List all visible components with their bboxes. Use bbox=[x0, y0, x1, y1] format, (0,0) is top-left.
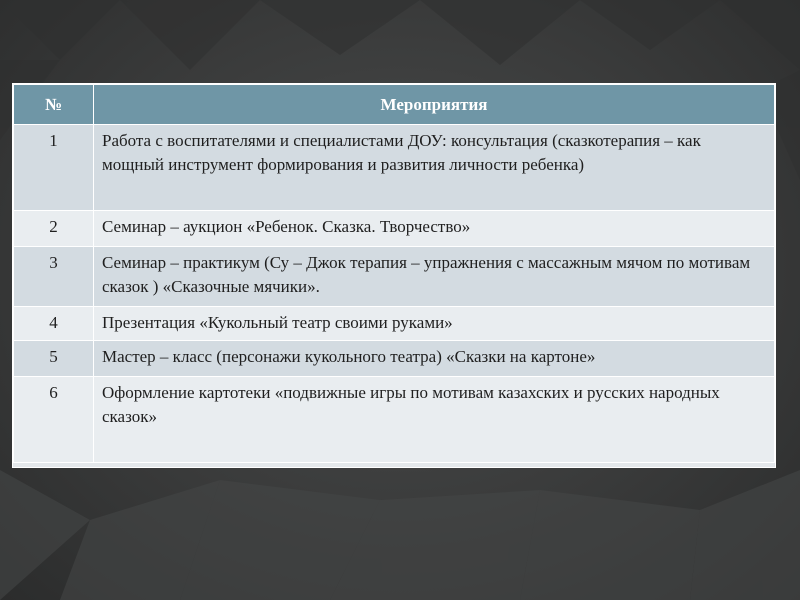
table-row bbox=[14, 307, 775, 341]
row-number: 2 bbox=[14, 211, 94, 247]
row-number: 6 bbox=[14, 377, 94, 463]
row-event-text: Работа с воспитателями и специалистами ДОУ: консультация (сказкотерапия – как мощный инструмент формирования и развития личности ребенка) bbox=[94, 125, 775, 211]
row-number: 5 bbox=[14, 341, 94, 377]
events-table-frame bbox=[12, 83, 776, 468]
row-number: 1 bbox=[14, 125, 94, 211]
row-event-text: Мастер – класс (персонажи кукольного театра) «Сказки на картоне» bbox=[94, 341, 775, 377]
table-row bbox=[14, 211, 775, 247]
table-row bbox=[14, 125, 775, 211]
events-table bbox=[13, 84, 775, 463]
table-row bbox=[14, 377, 775, 463]
header-number: № bbox=[14, 85, 94, 125]
row-event-text: Оформление картотеки «подвижные игры по мотивам казахских и русских народных сказок» bbox=[94, 377, 775, 463]
row-number: 3 bbox=[14, 247, 94, 307]
row-number: 4 bbox=[14, 307, 94, 341]
row-event-text: Семинар – аукцион «Ребенок. Сказка. Творчество» bbox=[94, 211, 775, 247]
table-header-row bbox=[14, 85, 775, 125]
table-row bbox=[14, 247, 775, 307]
header-events: Мероприятия bbox=[94, 85, 775, 125]
table-row bbox=[14, 341, 775, 377]
row-event-text: Семинар – практикум (Су – Джок терапия – упражнения с массажным мячом по мотивам сказок ) «Сказочные мячики». bbox=[94, 247, 775, 307]
row-event-text: Презентация «Кукольный театр своими руками» bbox=[94, 307, 775, 341]
